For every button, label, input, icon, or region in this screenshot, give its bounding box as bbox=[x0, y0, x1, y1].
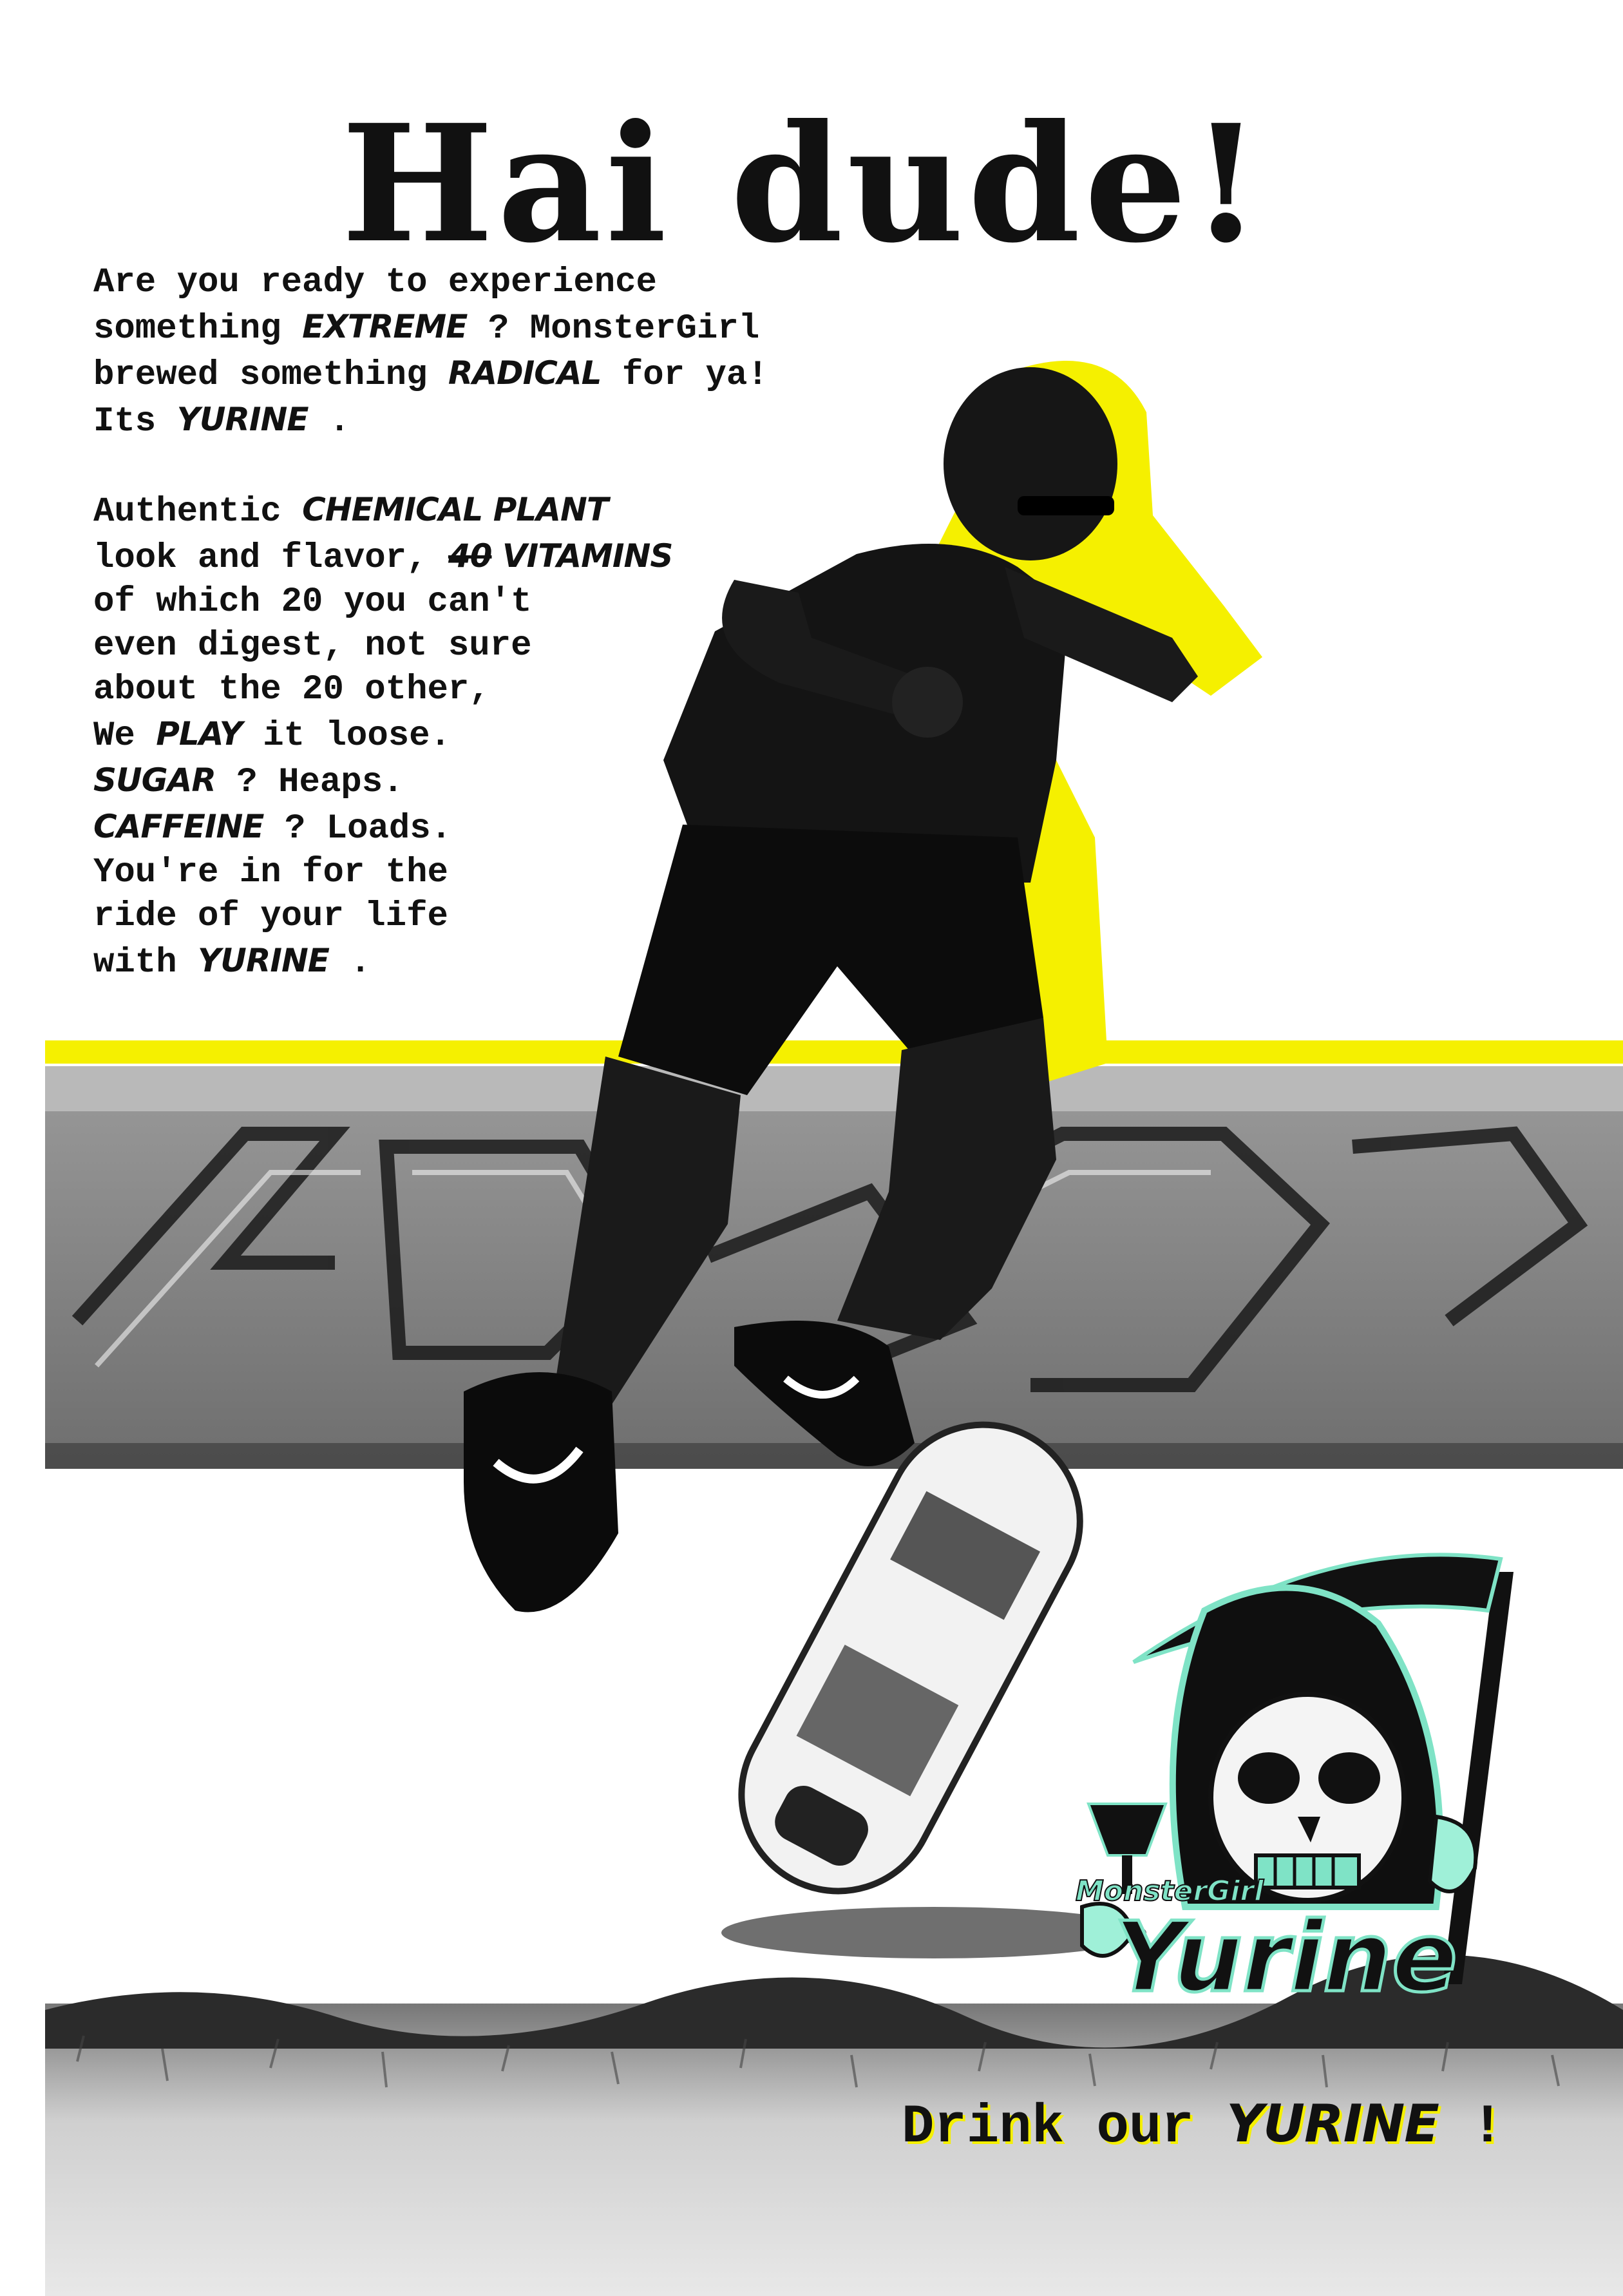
highlight-word: CAFFEINE bbox=[93, 808, 264, 845]
paragraph-intro bbox=[93, 261, 866, 444]
headline: Hai dude! bbox=[341, 89, 1266, 278]
cta-text: Drink our bbox=[902, 2097, 1227, 2158]
copy-text: something bbox=[93, 309, 303, 349]
copy-text: with bbox=[93, 943, 198, 982]
highlight-word: YURINE bbox=[198, 942, 329, 979]
copy-line bbox=[93, 534, 866, 580]
copy-text: ? MonsterGirl bbox=[467, 309, 760, 349]
copy-text: ride of your life bbox=[93, 897, 448, 936]
copy-line bbox=[93, 895, 866, 939]
copy-line bbox=[93, 261, 866, 305]
highlight-word: YURINE bbox=[176, 401, 308, 438]
copy-line bbox=[93, 805, 866, 851]
highlight-word: CHEMICAL PLANT bbox=[302, 491, 608, 528]
highlight-word: RADICAL bbox=[448, 354, 602, 392]
call-to-action bbox=[902, 2094, 1546, 2158]
cta-text: ! bbox=[1438, 2097, 1504, 2158]
highlight-word: PLAY bbox=[156, 715, 242, 752]
brand-small-text: MonsterGirl bbox=[1076, 1875, 1264, 1908]
copy-text: You're in for the bbox=[93, 853, 448, 892]
highlight-number: 40 bbox=[448, 537, 492, 575]
copy-text: of which 20 you can't bbox=[93, 582, 532, 622]
copy-line bbox=[93, 758, 866, 805]
copy-line bbox=[93, 397, 866, 444]
copy-text: ? Loads. bbox=[263, 809, 452, 848]
paragraph-details bbox=[93, 488, 866, 985]
copy-text: We bbox=[93, 716, 157, 756]
cta-highlight-word: YURINE bbox=[1226, 2094, 1439, 2154]
brand-big-text: Yurine bbox=[1114, 1902, 1457, 2014]
highlight-word: VITAMINS bbox=[491, 537, 673, 575]
copy-line bbox=[93, 351, 866, 397]
copy-line bbox=[93, 939, 866, 985]
copy-text: it loose. bbox=[242, 716, 451, 756]
copy-text: . bbox=[308, 402, 350, 441]
highlight-word: SUGAR bbox=[93, 761, 216, 799]
yellow-stripe bbox=[45, 1040, 1623, 1064]
copy-line bbox=[93, 580, 866, 624]
copy-text: . bbox=[328, 943, 371, 982]
copy-text: for ya! bbox=[601, 356, 768, 395]
copy-line bbox=[93, 488, 866, 534]
highlight-word: EXTREME bbox=[302, 308, 468, 345]
copy-text: Its bbox=[93, 402, 177, 441]
copy-text: look and flavor, bbox=[93, 539, 448, 578]
copy-text: about the 20 other, bbox=[93, 670, 490, 709]
body-copy bbox=[93, 261, 866, 1029]
copy-text: ? Heaps. bbox=[215, 763, 404, 802]
copy-text: Authentic bbox=[93, 492, 303, 531]
copy-line bbox=[93, 668, 866, 712]
yurine-wordmark bbox=[1063, 1855, 1514, 2023]
copy-line bbox=[93, 305, 866, 351]
copy-text: Are you ready to experience bbox=[93, 263, 657, 302]
copy-text: even digest, not sure bbox=[93, 626, 532, 665]
copy-line bbox=[93, 624, 866, 668]
copy-line bbox=[93, 851, 866, 895]
copy-text: brewed something bbox=[93, 356, 448, 395]
copy-line bbox=[93, 712, 866, 758]
